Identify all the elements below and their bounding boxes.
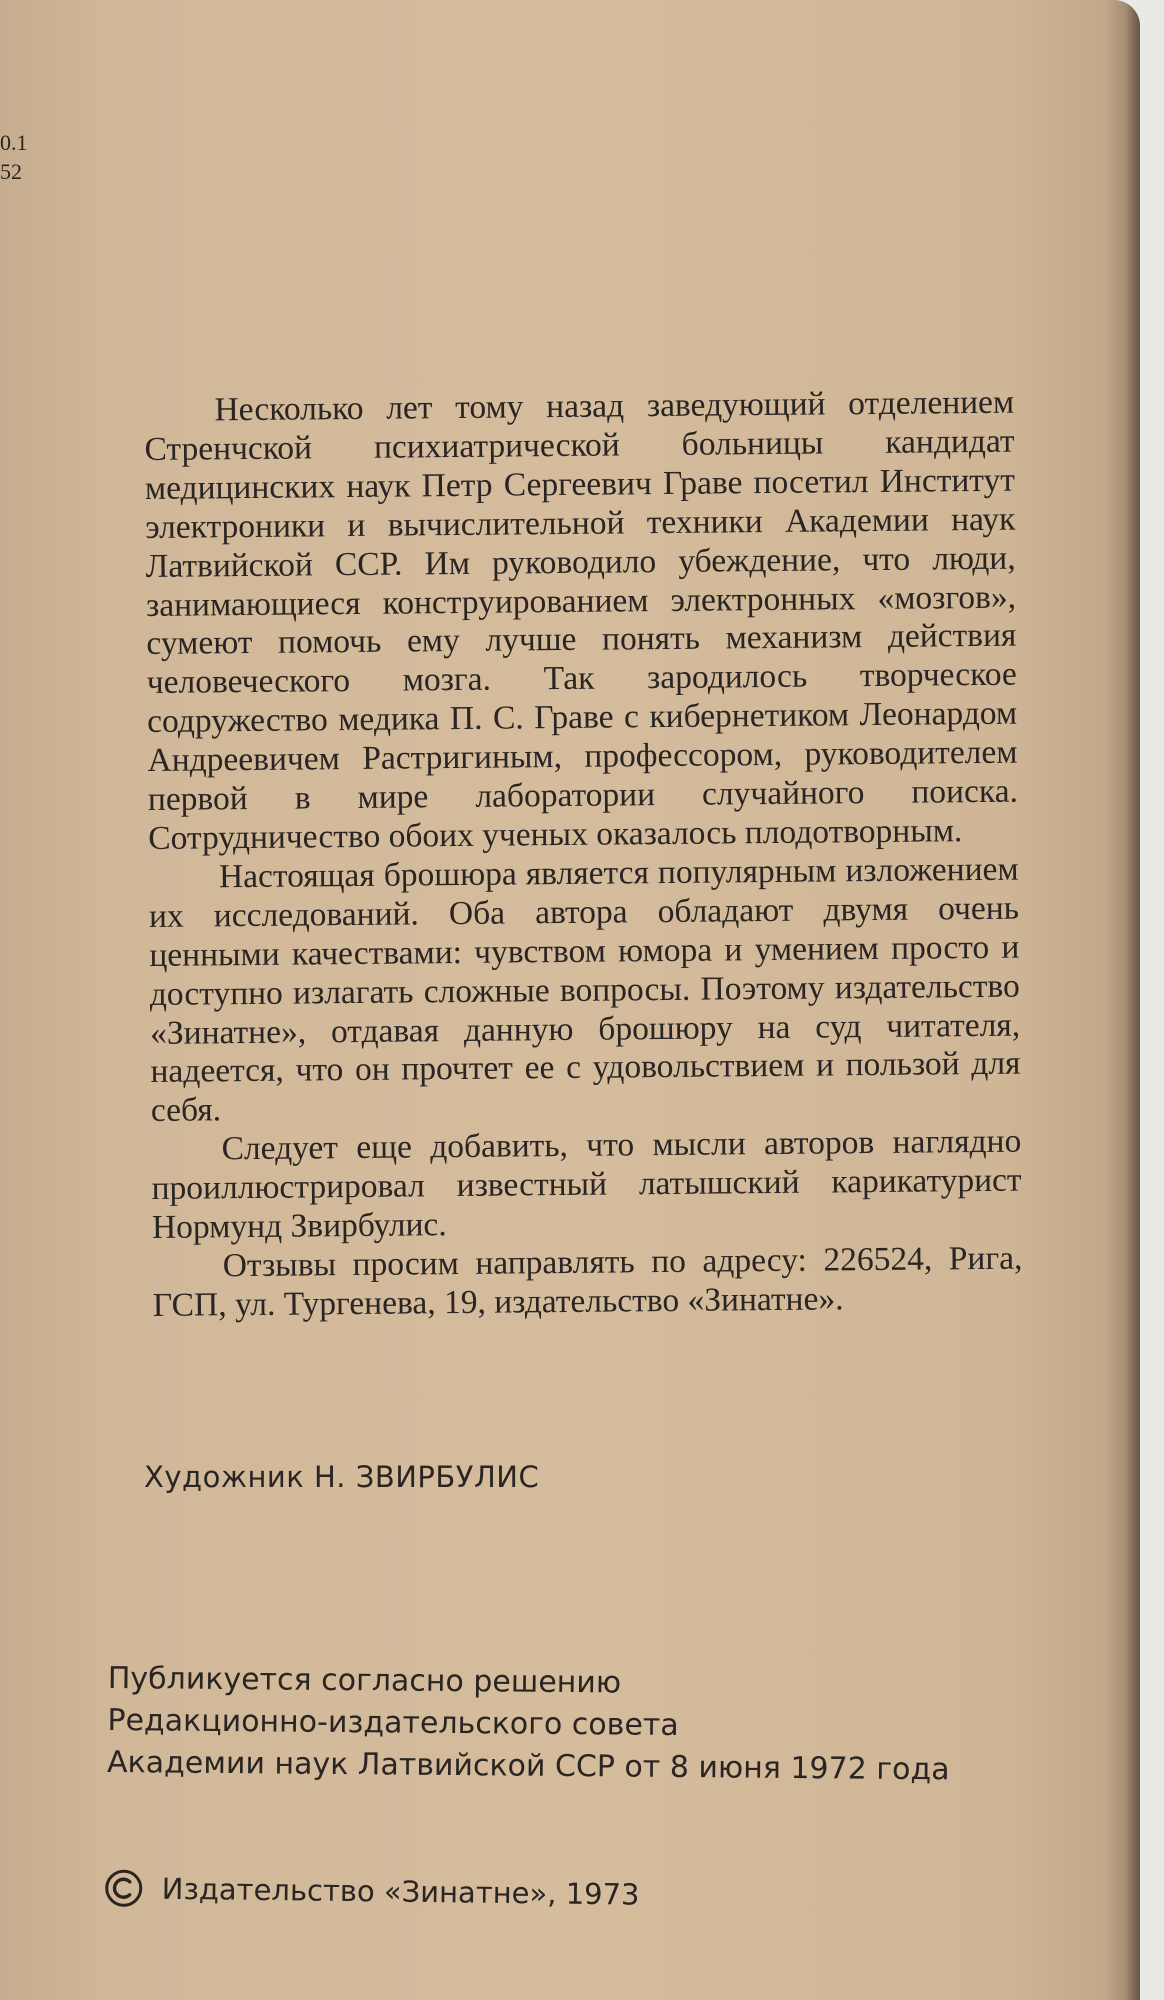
intro-paragraph: Несколько лет тому назад заведующий отделением Стренчской психиатрической больницы кандидат медицинских наук Петр Сергеевич Граве посетил Институт электроники и вычислительной техники Академии наук Латвийской ССР. Им руководило убеждение, что люди, занимающиеся конструированием электронных «мозгов», сумеют помочь ему лучше понять механизм действия человеческого мозга. Так зародилось творческое содружество медика П. С. Граве с кибернетиком Леонардом Андреевичем Растригиным, профессором, руководителем первой в мире лаборатории случайного поиска. Сотрудничество обоих ученых оказалось плодотворным. xyxy=(144,383,1019,857)
publication-note xyxy=(107,1658,951,1791)
copyright-text: Издательство «Зинатне», 1973 xyxy=(161,1871,640,1912)
intro-paragraph: Следует еще добавить, что мысли авторов наглядно проиллюстрировал известный латышский карикатурист Нормунд Звирбулис. xyxy=(151,1122,1022,1246)
copyright-line xyxy=(104,1868,640,1915)
publication-note-line: Редакционно-издательского совета xyxy=(107,1702,679,1743)
publication-note-line: Академии наук Латвийской ССР от 8 июня 1972 года xyxy=(106,1744,950,1788)
intro-paragraph: Отзывы просим направлять по адресу: 226524, Рига, ГСП, ул. Тургенева, 19, издательство «Зинатне». xyxy=(152,1239,1023,1324)
margin-note-line: 52 xyxy=(0,159,22,184)
publication-note-line: Публикуется согласно решению xyxy=(107,1660,622,1701)
margin-note xyxy=(0,128,28,186)
intro-paragraph: Настоящая брошюра является популярным изложением их исследований. Оба автора обладают двумя очень ценными качествами: чувством юмора и умением просто и доступно излагать сложные вопросы. Поэтому издательство «Зинатне», отдавая данную брошюру на суд читателя, надеется, что он прочтет ее с удовольствием и пользой для себя. xyxy=(148,850,1021,1130)
intro-text xyxy=(144,384,1023,1326)
copyright-icon xyxy=(104,1868,144,1908)
margin-note-line: 0.1 xyxy=(0,130,28,155)
artist-credit: Художник Н. ЗВИРБУЛИС xyxy=(144,1460,540,1494)
